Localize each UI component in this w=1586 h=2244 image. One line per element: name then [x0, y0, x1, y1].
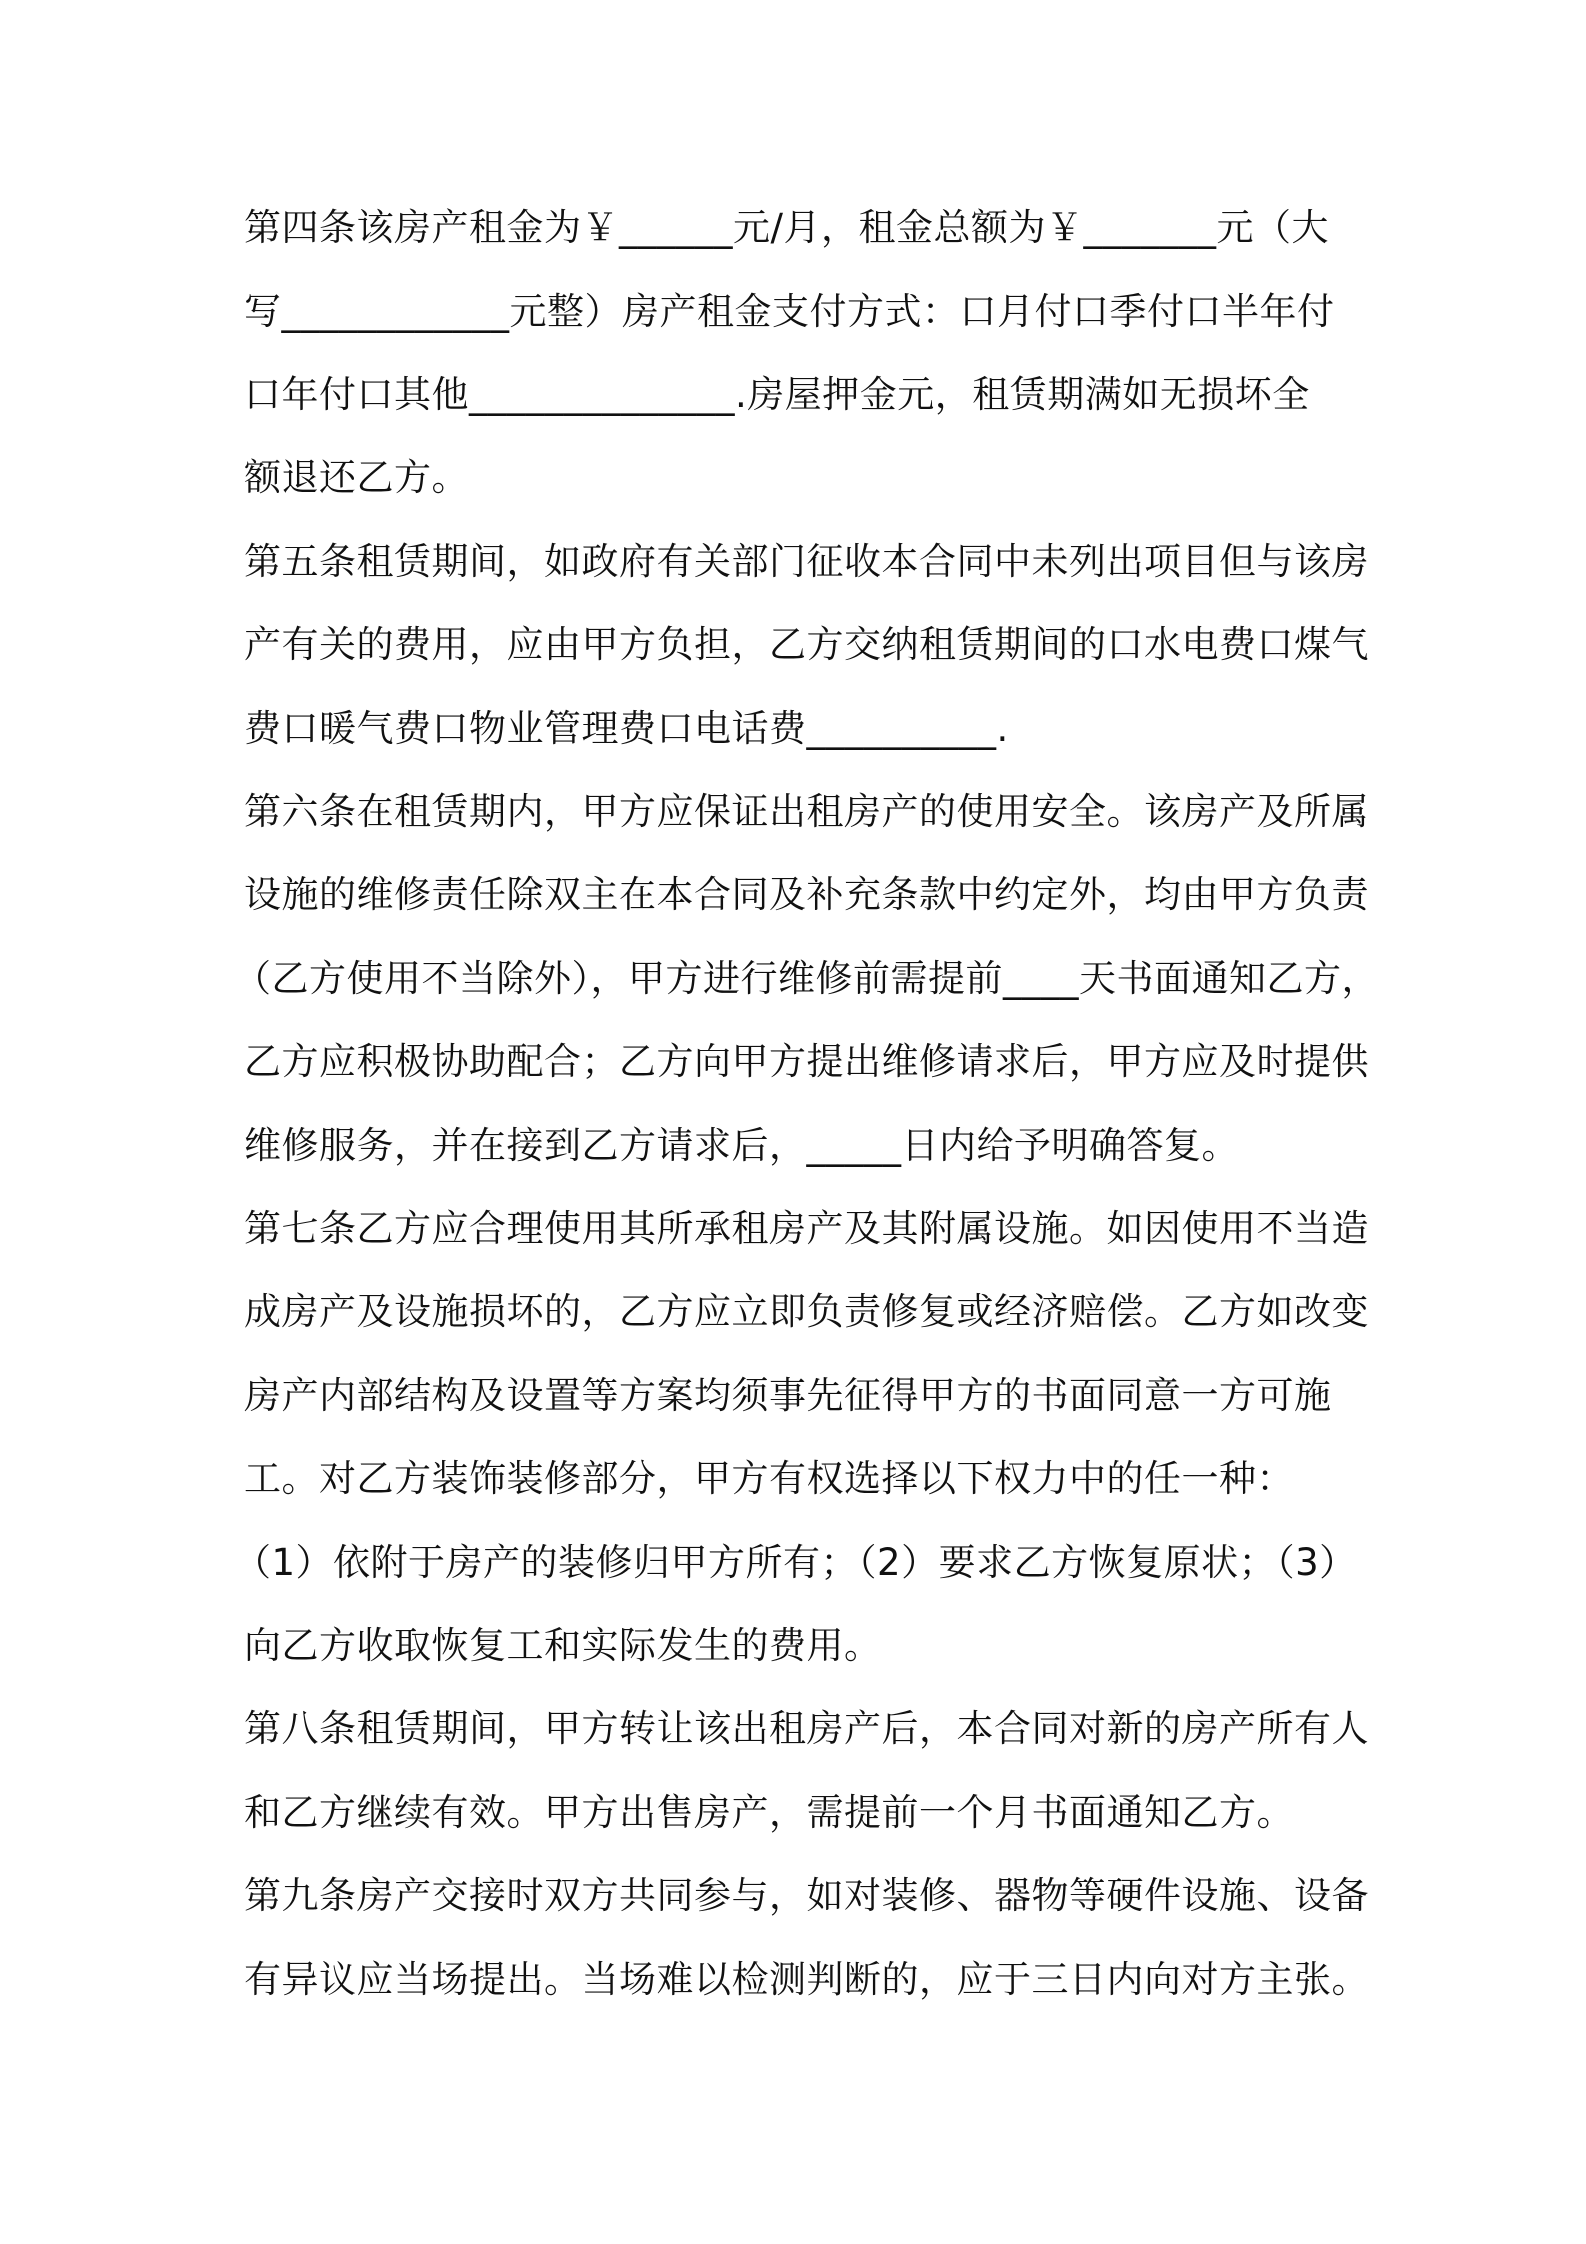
text-line: 工。对乙方装饰装修部分，甲方有权选择以下权力中的任一种： — [244, 1457, 1294, 1500]
text-line: （1）依附于房产的装修归甲方所有；（2）要求乙方恢复原状；（3） — [234, 1541, 1357, 1584]
text-line: 第四条该房产租金为￥______元/月，租金总额为￥_______元（大 — [244, 206, 1329, 249]
text-line: 产有关的费用，应由甲方负担，乙方交纳租赁期间的口水电费口煤气 — [244, 623, 1369, 666]
text-line: （乙方使用不当除外），甲方进行维修前需提前____天书面通知乙方， — [234, 957, 1379, 1000]
text-line: 第八条租赁期间，甲方转让该出租房产后，本合同对新的房产所有人 — [244, 1707, 1369, 1750]
text-line: 第六条在租赁期内，甲方应保证出租房产的使用安全。该房产及所属 — [244, 790, 1369, 833]
text-line: 成房产及设施损坏的，乙方应立即负责修复或经济赔偿。乙方如改变 — [244, 1290, 1369, 1333]
text-line: 第五条租赁期间，如政府有关部门征收本合同中未列出项目但与该房 — [244, 540, 1369, 583]
text-line: 口年付口其他______________.房屋押金元，租赁期满如无损坏全 — [244, 373, 1310, 416]
text-line: 向乙方收取恢复工和实际发生的费用。 — [244, 1624, 882, 1667]
text-line: 有异议应当场提出。当场难以检测判断的，应于三日内向对方主张。 — [244, 1958, 1369, 2001]
text-line: 费口暖气费口物业管理费口电话费__________. — [244, 707, 1009, 750]
text-line: 乙方应积极协助配合；乙方向甲方提出维修请求后，甲方应及时提供 — [244, 1040, 1369, 1083]
text-line: 额退还乙方。 — [244, 456, 469, 499]
text-line: 写____________元整）房产租金支付方式：口月付口季付口半年付 — [244, 290, 1335, 333]
text-line: 第七条乙方应合理使用其所承租房产及其附属设施。如因使用不当造 — [244, 1207, 1369, 1250]
text-line: 第九条房产交接时双方共同参与，如对装修、器物等硬件设施、设备 — [244, 1874, 1369, 1917]
text-line: 维修服务，并在接到乙方请求后，_____日内给予明确答复。 — [244, 1124, 1239, 1167]
text-line: 房产内部结构及设置等方案均须事先征得甲方的书面同意一方可施 — [244, 1374, 1332, 1417]
text-line: 设施的维修责任除双主在本合同及补充条款中约定外，均由甲方负责 — [244, 873, 1369, 916]
text-line: 和乙方继续有效。甲方出售房产，需提前一个月书面通知乙方。 — [244, 1791, 1294, 1834]
